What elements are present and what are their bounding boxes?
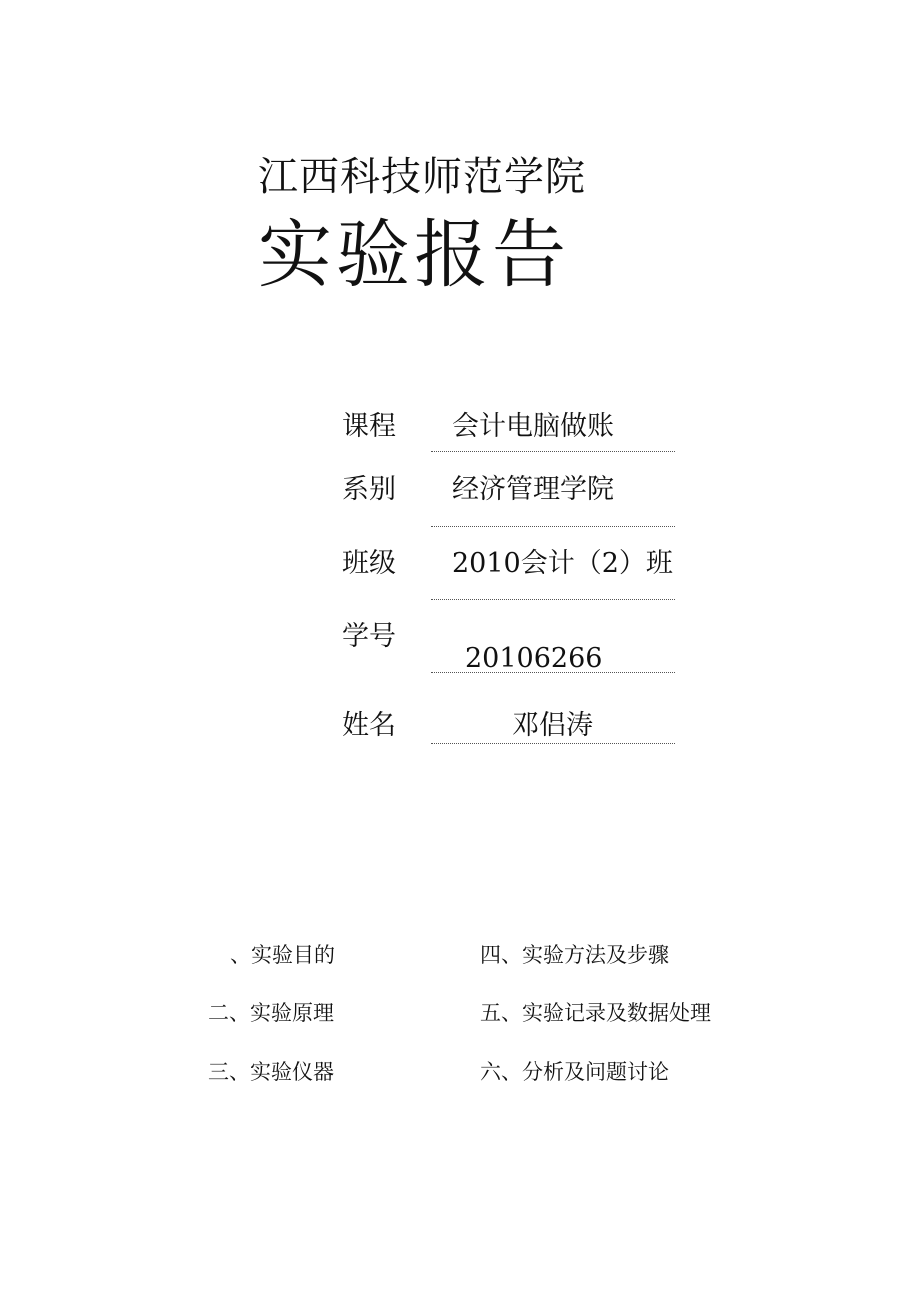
class-value: 2010会计（2）班 (452, 548, 673, 579)
course-value: 会计电脑做账 (452, 411, 614, 442)
department-value: 经济管理学院 (452, 474, 614, 505)
contents-item: 五、实验记录及数据处理 (480, 1001, 711, 1025)
name-value: 邓侣涛 (512, 710, 593, 741)
name-underline (431, 743, 675, 744)
course-label: 课程 (342, 411, 396, 442)
report-title: 实验报告 (258, 212, 570, 298)
department-label: 系别 (342, 474, 396, 505)
school-name: 江西科技师范学院 (258, 154, 586, 200)
contents-item: 、实验目的 (230, 943, 335, 967)
contents-item: 六、分析及问题讨论 (480, 1060, 669, 1084)
course-underline (431, 451, 675, 452)
student-id-value: 20106266 (465, 643, 603, 674)
department-underline (431, 526, 675, 527)
class-label: 班级 (342, 548, 396, 579)
student-id-label: 学号 (342, 621, 396, 652)
contents-item: 四、实验方法及步骤 (480, 943, 669, 967)
contents-item: 三、实验仪器 (208, 1060, 334, 1084)
class-underline (431, 599, 675, 600)
student-id-underline (431, 672, 675, 673)
name-label: 姓名 (342, 710, 396, 741)
contents-item: 二、实验原理 (208, 1001, 334, 1025)
